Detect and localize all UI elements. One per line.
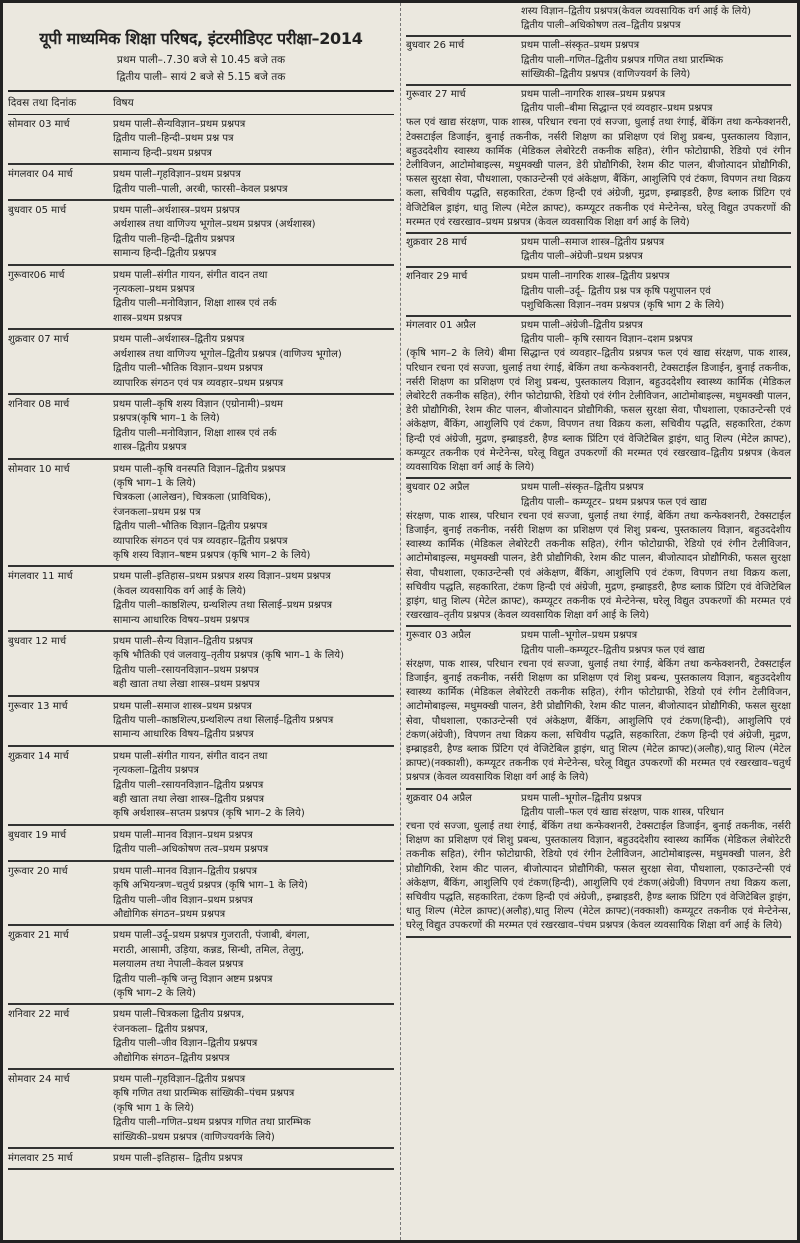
schedule-row <box>8 697 394 747</box>
subject-line: शस्य विज्ञान–द्वितीय प्रश्नपत्र(केवल व्यवसायिक वर्ग आई के लिये) <box>521 6 752 17</box>
subject-line: द्वितीय पाली–मनोविज्ञान, शिक्षा शास्त्र एवं तर्क <box>113 427 277 439</box>
subject-line: व्यापारिक संगठन एवं पत्र व्यवहार–द्वितीय प्रश्नपत्र <box>113 535 288 547</box>
right-schedule <box>406 3 791 938</box>
subject-line: सांख्यिकी–द्वितीय प्रश्नपत्र (वाणिज्यवर्ग के लिये) <box>521 68 691 80</box>
subject-line: प्रथम पाली–मानव विज्ञान–द्वितीय प्रश्नपत्र <box>113 865 258 877</box>
subject-line: द्वितीय पाली–कृषि जन्तु विज्ञान अष्टम प्रश्नपत्र <box>113 973 273 985</box>
schedule-row <box>406 268 791 317</box>
subject-line: प्रथम पाली–नागरिक शास्त्र–द्वितीय प्रश्नपत्र <box>521 271 670 283</box>
subject-line: प्रथम पाली–संगीत गायन, संगीत वादन तथा <box>113 750 268 762</box>
exam-subjects <box>521 792 791 806</box>
subject-line: द्वितीय पाली–हिन्दी–द्वितीय प्रश्नपत्र <box>113 233 235 245</box>
subject-line: द्वितीय पाली–रसायनविज्ञान–प्रथम प्रश्नपत्र <box>113 664 259 676</box>
subject-line: प्रथम पाली–इतिहास– द्वितीय प्रश्नपत्र <box>113 1153 243 1164</box>
schedule-row <box>8 330 394 395</box>
subject-line: रंजनकला– द्वितीय प्रश्नपत्र, <box>113 1023 209 1035</box>
row-top <box>406 792 791 806</box>
schedule-row <box>8 747 394 826</box>
schedule-row <box>8 1149 394 1170</box>
subject-line: (कृषि भाग 1 के लिये) <box>113 1102 195 1114</box>
exam-subjects <box>113 929 394 1001</box>
left-column <box>3 3 401 1240</box>
schedule-row <box>8 266 394 331</box>
subject-line: प्रथम पाली–कृषि शस्य विज्ञान (एग्रोनामी)–प्रथम <box>113 398 283 410</box>
exam-date: मंगलवार 25 मार्च <box>8 1153 73 1164</box>
subject-line: पशुचिकित्सा विज्ञान–नवम प्रश्नपत्र (कृषि भाग 2 के लिये) <box>521 299 725 311</box>
subject-line: प्रथम पाली–संस्कृत–द्वितीय प्रश्नपत्र <box>521 482 644 494</box>
subject-line: प्रथम पाली–भूगोल–प्रथम प्रश्नपत्र <box>521 630 638 642</box>
exam-subjects <box>113 1073 394 1145</box>
exam-subjects <box>521 39 791 82</box>
subject-line: द्वितीय पाली–पाली, अरबी, फारसी–केवल प्रश्नपत्र <box>113 183 288 195</box>
subject-line: कृषि अभियन्त्रण–चतुर्थ प्रश्नपत्र (कृषि भाग–1 के लिये) <box>113 880 308 892</box>
subject-line: द्वितीय पाली–हिन्दी–प्रथम प्रश्न पत्र <box>113 133 234 145</box>
exam-date: बुधवार 26 मार्च <box>406 40 465 52</box>
schedule-row <box>8 201 394 266</box>
subject-continuation: द्वितीय पाली– कम्प्यूटर– प्रथम प्रश्नपत्र फल एवं खाद्य <box>521 496 707 508</box>
row-top <box>406 319 791 347</box>
exam-subjects <box>113 204 394 262</box>
exam-date: शुक्रवार 14 मार्च <box>8 750 69 762</box>
schedule-row <box>8 632 394 697</box>
exam-subjects <box>113 1008 394 1066</box>
subject-line: द्वितीय पाली–अधिकोषण तत्व–प्रथम प्रश्नपत्र <box>113 844 269 856</box>
subject-line: नृत्यकला–प्रथम प्रश्नपत्र <box>113 284 195 296</box>
subject-line: द्वितीय पाली–अधिकोषण तत्व–द्वितीय प्रश्नपत्र <box>521 20 681 32</box>
exam-subjects <box>113 635 394 693</box>
exam-date: शनिवार 08 मार्च <box>8 398 70 410</box>
subject-line: प्रथम पाली–सैन्य विज्ञान–द्वितीय प्रश्नपत्र <box>113 636 253 647</box>
schedule-row <box>8 115 394 165</box>
subject-line: (कृषि भाग–1 के लिये) <box>113 477 196 489</box>
subject-line: मलयालम तथा नेपाली–केवल प्रश्नपत्र <box>113 959 244 971</box>
row-top <box>406 5 791 33</box>
subject-line: सामान्य आधारिक विषय–प्रथम प्रश्नपत्र <box>113 614 250 626</box>
subject-line: द्वितीय पाली–मनोविज्ञान, शिक्षा शास्त्र एवं तर्क <box>113 298 277 310</box>
right-column <box>402 3 797 1240</box>
subject-line: प्रथम पाली–कृषि वनस्पति विज्ञान–द्वितीय प्रश्नपत्र <box>113 463 286 475</box>
schedule-row <box>406 479 791 627</box>
subject-line: अर्थशास्त्र तथा वाणिज्य भूगोल–प्रथम प्रश्नपत्र (अर्थशास्त्र) <box>113 219 316 231</box>
exam-subjects <box>521 270 791 313</box>
subject-line: (कृषि भाग–2 के लिये) <box>113 987 196 999</box>
vocational-subjects-paragraph: रचना एवं सज्जा, धुलाई तथा रंगाई, बेंकिंग तथा कन्फेक्शनरी, टेक्सटाईल डिजाईन, बुनाई तकनीक, नर्सरी शिक्षण का प्रशिक्षण एवं शिशु प्रबन्ध, पुस्तकालय विज्ञान, बहुउददेशीय स्वास्थ्य कार्मिक (मेडिकल लेबोरेटरी तकनीक सहित), रंगीन फोटोग्राफी, रेडियो एवं रंगीन टेलीविजन, आटोमोबाइल्स, मधुमक्खी पालन, डेरी प्रोद्यौगिकी, रेशम कीट पालन, बीजोत्पादन प्रोद्यौगिकी, फसल सुरक्षा सेवा, पौधशाला, एकाउन्टेन्सी एवं अंकेक्षण, बैंकिंग, आशुलिपि एवं टंकण(हिन्दी), आशुलिपि एवं टंकण(अंग्रेजी) विपणन तथा विक्रय कला, सचिवीय पद्धति, सहकारिता, टंकण हिन्दी एवं अंग्रेजी,, इम्ब्राइडरी, हैण्ड ब्लाक प्रिंटिग एवं वेजिटेबिल ड्राइंग, धातु शिल्प (मेटेल क्राफ्ट)(अलौह),धातु शिल्प (मेटेल क्राफ्ट)(नक्काशी) कम्प्यूटर तकनीक एवं मेन्टेनेन्स, घरेलू विद्युत उपकरणों की मरम्मत एवं रखरखाव–पंचम प्रश्नपत्र (केवल व्यवसायिक शिक्षा वर्ग आई के लिये) <box>406 820 791 932</box>
exam-date: गुरूवार 03 अप्रैल <box>406 630 471 642</box>
subject-line: शास्त्र–प्रथम प्रश्नपत्र <box>113 312 182 324</box>
exam-date: गुरूवार 27 मार्च <box>406 89 466 101</box>
subject-line: शास्त्र–द्वितीय प्रश्नपत्र <box>113 442 187 454</box>
subject-line: प्रथम पाली–अंग्रेजी–द्वितीय प्रश्नपत्र <box>521 320 643 332</box>
exam-subjects <box>113 829 394 858</box>
subject-line: चित्रकला (आलेखन), चित्रकला (प्राविधिक), <box>113 492 272 504</box>
subject-line: द्वितीय पाली–उर्दू– द्वितीय प्रश्न पत्र कृषि पशुपालन एवं <box>521 285 711 297</box>
subject-line: (केवल व्यवसायिक वर्ग आई के लिये) <box>113 585 247 597</box>
schedule-row <box>8 165 394 201</box>
vocational-subjects-paragraph: संरक्षण, पाक शास्त्र, परिधान रचना एवं सज्जा, धुलाई तथा रंगाई, बेकिंग तथा कन्फेक्शनरी, टेक्सटाईल डिजाईन, बुनाई तकनीक, नर्सरी शिक्षण का प्रशिक्षण एवं शिशु प्रबन्ध, पुस्तकालय विज्ञान, बहुउददेशीय स्वास्थ्य कार्मिक (मेडिकल लेबोरेटरी तकनीक सहित), रंगीन फोटोग्राफी, रेडियो एवं रंगीन टेलीविजन, आटोमोबाइल्स, मधुमक्खी पालन, डेरी प्रोद्यौगिकी, रेशम कीट पालन, बीजोत्पादन प्रोद्यौगिकी, फसल सुरक्षा सेवा, पौधशाला, एकाउन्टेन्सी एवं अंकेक्षण, बैंकिंग, आशुलिपि एवं टंकण, विपणन तथा विक्रय कला, सचिवीय पद्धति, सहकारिता, टंकण हिन्दी एवं अंग्रेजी, मुद्रण, इम्ब्राइडरी, हैण्ड ब्लाक प्रिंटिग एवं वेजिटेबिल ड्राइंग, धातु शिल्प (मेटेल क्राफ्ट), कम्प्यूटर तकनीक एवं मेन्टेनेन्स, घरेलू विद्युत उपकरणों की मरम्मत एवं रखरखाव–तृतीय प्रश्नपत्र (केवल व्यवसायिक शिक्षा वर्ग आई के लिये) <box>406 510 791 622</box>
exam-date: गुरूवार 13 मार्च <box>8 700 68 712</box>
row-top <box>406 236 791 264</box>
exam-date: सोमवार 03 मार्च <box>8 119 70 130</box>
header-date: दिवस तथा दिनांक <box>8 97 77 109</box>
subject-line: बही खाता तथा लेखा शास्त्र–द्वितीय प्रश्नपत्र <box>113 794 264 806</box>
subject-line: प्रथम पाली–गृहविज्ञान–द्वितीय प्रश्नपत्र <box>113 1073 246 1085</box>
first-shift-timing: प्रथम पाली–.7.30 बजे से 10.45 बजे तक <box>116 54 286 66</box>
subject-line: प्रथम पाली–चित्रकला द्वितीय प्रश्नपत्र, <box>113 1009 245 1021</box>
header-subject: विषय <box>113 97 134 109</box>
exam-subjects <box>113 700 394 743</box>
exam-subjects <box>521 236 791 264</box>
exam-subjects <box>113 570 394 628</box>
exam-date: बुधवार 12 मार्च <box>8 636 67 647</box>
subject-line: प्रथम पाली–अर्थशास्त्र–द्वितीय प्रश्नपत्र <box>113 334 245 346</box>
subject-line: सामान्य हिन्दी–द्वितीय प्रश्नपत्र <box>113 248 217 260</box>
subject-line: द्वितीय पाली– कृषि रसायन विज्ञान–दशम प्रश्नपत्र <box>521 334 693 346</box>
exam-subjects <box>113 118 394 161</box>
vocational-subjects-paragraph: फल एवं खाद्य संरक्षण, पाक शास्त्र, परिधान रचना एवं सज्जा, धुलाई तथा रंगाई, बेंकिंग तथा कन्फेक्शनरी, टेक्सटाईल डिजाईन, बुनाई तकनीक, नर्सरी शिक्षण का प्रशिक्षण एवं शिशु प्रबन्ध, पुस्तकालय विज्ञान, बहुउददेशीय स्वास्थ्य कार्मिक (मेडिकल लेबोरेटरी तकनीक सहित), रंगीन फोटोग्राफी, रेडियो एवं रंगीन टेलीविजन, आटोमोबाइल्स, मधुमक्खी पालन, डेरी प्रोद्यौगिकी, रेशम कीट पालन, बीजोत्पादन प्रोद्यौगिकी, फसल सुरक्षा सेवा, पौधशाला, एकाउन्टेन्सी एवं अंकेक्षण, बैंकिंग, आशुलिपि एवं टंकण, विपणन तथा विक्रय कला, सचिवीय पद्धति, सहकारिता, टंकण हिन्दी एवं अंग्रेजी, मुद्रण, इम्ब्राइडरी, हैण्ड ब्लाक प्रिंटिग एवं वेजिटेबिल ड्राइंग, धातु शिल्प (मेटेल क्राफ्ट), कम्प्यूटर तकनीक एवं मेन्टेनेन्स, घरेलू विद्युत उपकरणों की मरम्मत एवं रखरखाव–प्रथम प्रश्नपत्र (केवल व्यवसायिक शिक्षा वर्ग आई के लिये) <box>406 117 791 228</box>
schedule-row <box>8 1005 394 1070</box>
vocational-subjects-paragraph: संरक्षण, पाक शास्त्र, परिधान रचना एवं सज्जा, धुलाई तथा रंगाई, बेकिंग तथा कन्फेक्शनरी, टेक्सटाईल डिजाईन, बुनाई तकनीक, नर्सरी शिक्षण का प्रशिक्षण एवं शिशु प्रबन्ध, पुस्तकालय विज्ञान, बहुउददेशीय स्वास्थ्य कार्मिक (मेडिकल लेबोरेटरी तकनीक सहित), रंगीन फोटोग्राफी, रेडियो एवं रंगीन टेलीविजन, आटोमोबाइल्स, मधुमक्खी पालन, डेरी प्रोद्यौगिकी, रेशम कीट पालन, बीजोत्पादन प्रोद्यौगिकी, फसल सुरक्षा सेवा, पौधशाला, एकाउन्टेन्सी एवं अंकेक्षण, बैंकिंग, आशुलिपि एवं टंकण(हिन्दी), आशुलिपि एवं टंकण(अंग्रेजी), विपणन तथा विक्रय कला, सचिवीय पद्धति, सहकारिता, टंकण हिन्दी एवं अंग्रेजी, मुद्रण, इम्ब्राइडरी, हैण्ड ब्लाक प्रिंटिग एवं वेजिटेबिल ड्राइंग, धातु शिल्प (मेटेल क्राफ्ट)(अलौह),धातु शिल्प (मेटेल क्राफ्ट)(नक्काशी), कम्प्यूटर तकनीक एवं मेन्टेनेन्स, घरेलू विद्युत उपकरणों की मरम्मत एवं रखरखाव–चतुर्थ प्रश्नपत्र (केवल व्यवसायिक शिक्षा वर्ग आई के लिये) <box>406 658 791 784</box>
subject-line: प्रथम पाली–मानव विज्ञान–प्रथम प्रश्नपत्र <box>113 829 253 841</box>
schedule-row <box>8 1070 394 1149</box>
exam-subjects <box>113 168 394 197</box>
exam-date <box>406 5 521 33</box>
subject-line: कृषि भौतिकी एवं जलवायु–तृतीय प्रश्नपत्र (कृषि भाग–1 के लिये) <box>113 650 344 662</box>
subject-line: मराठी, आसामी, उड़िया, कन्नड, सिन्धी, तमिल, तेलुगु, <box>113 944 305 956</box>
exam-date: शुक्रवार 07 मार्च <box>8 334 69 346</box>
subject-line: प्रथम पाली–इतिहास–प्रथम प्रश्नपत्र शस्य विज्ञान–प्रथम प्रश्नपत्र <box>113 571 331 583</box>
subject-line: सामान्य हिन्दी–प्रथम प्रश्नपत्र <box>113 147 212 159</box>
schedule-row <box>8 460 394 568</box>
exam-subjects <box>521 88 791 116</box>
subject-line: औद्योगिक संगठन–प्रथम प्रश्नपत्र <box>113 908 226 920</box>
subject-line: प्रथम पाली–संगीत गायन, संगीत वादन तथा <box>113 269 268 281</box>
subject-line: नृत्यकला–द्वितीय प्रश्नपत्र <box>113 765 199 777</box>
subject-line: प्रथम पाली–गृहविज्ञान–प्रथम प्रश्नपत्र <box>113 169 241 181</box>
exam-subjects <box>113 750 394 822</box>
subject-line: बही खाता तथा लेखा शास्त्र–प्रथम प्रश्नपत्र <box>113 679 260 691</box>
subject-line: द्वितीय पाली–बीमा सिद्धान्त एवं व्यवहार–प्रथम प्रश्नपत्र <box>521 103 713 115</box>
subject-line: द्वितीय पाली–गणित–प्रथम प्रश्नपत्र गणित तथा प्रारम्भिक <box>113 1117 311 1129</box>
row-top <box>406 270 791 313</box>
row-top <box>406 39 791 82</box>
schedule-row <box>406 86 791 234</box>
schedule-row <box>8 395 394 460</box>
subject-line: प्रथम पाली–भूगोल–द्वितीय प्रश्नपत्र <box>521 792 642 804</box>
subject-line: प्रथम पाली–समाज शास्त्र–प्रथम प्रश्नपत्र <box>113 700 252 712</box>
schedule-row <box>406 3 791 37</box>
schedule-row <box>406 317 791 479</box>
subject-line: प्रथम पाली–सैन्यविज्ञान–प्रथम प्रश्नपत्र <box>113 119 246 130</box>
exam-date: शुक्रवार 04 अप्रैल <box>406 792 472 804</box>
exam-date: बुधवार 02 अप्रैल <box>406 482 470 494</box>
exam-date: गुरूवार06 मार्च <box>8 269 65 281</box>
exam-date: बुधवार 19 मार्च <box>8 829 67 841</box>
exam-subjects <box>113 463 394 564</box>
exam-subjects <box>521 629 791 643</box>
exam-subjects <box>113 333 394 391</box>
subject-line: द्वितीय पाली–अंग्रेजी–प्रथम प्रश्नपत्र <box>521 251 643 263</box>
subject-continuation: द्वितीय पाली–फल एवं खाद्य संरक्षण, पाक शास्त्र, परिधान <box>521 806 724 818</box>
subject-line: प्रथम पाली–नागरिक शास्त्र–प्रथम प्रश्नपत्र <box>521 89 666 101</box>
subject-line: द्वितीय पाली–काष्ठशिल्प, ग्रन्थशिल्प तथा सिलाई–प्रथम प्रश्नपत्र <box>113 600 333 612</box>
subject-line: सांख्यिकी–प्रथम प्रश्नपत्र (वाणिज्यवर्गके लिये) <box>113 1131 275 1143</box>
schedule-row <box>406 37 791 86</box>
subject-line: कृषि अर्थशास्त्र–सप्तम प्रश्नपत्र (कृषि भाग–2 के लिये) <box>113 808 305 820</box>
schedule-row <box>406 234 791 268</box>
subject-line: प्रथम पाली–उर्दू–प्रथम प्रश्नपत्र गुजराती, पंजाबी, बंगला, <box>113 930 310 942</box>
vocational-subjects-paragraph: (कृषि भाग–2 के लिये) बीमा सिद्धान्त एवं व्यवहार–द्वितीय प्रश्नपत्र फल एवं खाद्य संरक्षण, पाक शास्त्र, परिधान रचना एवं सज्जा, धुलाई तथा रंगाई, बेकिंग तथा कन्फेक्शनरी, टेक्सटाईल डिजाईन, बुनाई तकनीक, नर्सरी शिक्षण का प्रशिक्षण एवं शिशु प्रबन्ध, पुस्तकालय विज्ञान, बहुउददेशीय स्वास्थ्य कार्मिक (मेडिकल लेबोरेटरी तकनीक सहित), रंगीन फोटोग्राफी, रेडियो एवं रंगीन टेलीविजन, आटोमोबाइल्स, मधुमक्खी पालन, डेरी प्रोद्यौगिकी, रेशम कीट पालन, बीजोत्पादन प्रोद्यौगिकी, फसल सुरक्षा सेवा, पौधशाला, एकाउन्टेन्सी एवं अंकेक्षण, बैंकिंग, आशुलिपि एवं टंकण, विपणन तथा विक्रय कला, सचिवीय पद्धति, सहकारिता, टंकण हिन्दी एवं अंग्रेजी, मुद्रण, इम्ब्राइडरी, हैण्ड ब्लाक प्रिंटिग एवं वेजिटेबिल ड्राइंग, धातु शिल्प (मेटेल क्राफ्ट), कम्प्यूटर तकनीक एवं मेन्टेनेन्स, घरेलू विद्युत उपकरणों की मरम्मत एवं रखरखाव–द्वितीय प्रश्नपत्र (केवल व्यवसायिक शिक्षा वर्ग आई के लिये) <box>406 348 791 474</box>
exam-date: शुक्रवार 21 मार्च <box>8 930 69 942</box>
schedule-row <box>8 926 394 1005</box>
second-shift-timing: द्वितीय पाली– सायं 2 बजे से 5.15 बजे तक <box>116 71 286 83</box>
schedule-row <box>8 862 394 927</box>
exam-subjects <box>113 398 394 456</box>
subject-line: प्रथम पाली–संस्कृत–प्रथम प्रश्नपत्र <box>521 40 640 52</box>
schedule-row <box>8 826 394 862</box>
exam-date: मंगलवार 01 अप्रैल <box>406 320 476 332</box>
subject-line: प्रथम पाली–समाज शास्त्र–द्वितीय प्रश्नपत्र <box>521 237 665 249</box>
subject-line: प्रश्नपत्र(कृषि भाग–1 के लिये) <box>113 413 220 425</box>
row-top <box>406 88 791 116</box>
subject-line: द्वितीय पाली–जीव विज्ञान–द्वितीय प्रश्नपत्र <box>113 1038 258 1050</box>
schedule-row <box>406 627 791 789</box>
subject-line: व्यापारिक संगठन एवं पत्र व्यवहार–प्रथम प्रश्नपत्र <box>113 377 284 389</box>
schedule-row <box>8 567 394 632</box>
subject-line: रंजनकला–प्रथम प्रश्न पत्र <box>113 506 201 518</box>
schedule-row <box>406 790 791 938</box>
exam-subjects <box>521 5 791 33</box>
subject-line: द्वितीय पाली–भौतिक विज्ञान–प्रथम प्रश्नपत्र <box>113 363 263 375</box>
subject-line: प्रथम पाली–अर्थशास्त्र–प्रथम प्रश्नपत्र <box>113 205 240 217</box>
subject-line: अर्थशास्त्र तथा वाणिज्य भूगोल–द्वितीय प्रश्नपत्र (वाणिज्य भूगोल) <box>113 348 342 360</box>
subject-line: द्वितीय पाली–काष्ठशिल्प,ग्रन्थशिल्प तथा सिलाई–द्वितीय प्रश्नपत्र <box>113 715 334 727</box>
exam-date: सोमवार 24 मार्च <box>8 1073 70 1085</box>
exam-date: बुधवार 05 मार्च <box>8 205 67 217</box>
row-top <box>406 629 791 643</box>
subject-line: द्वितीय पाली–भौतिक विज्ञान–द्वितीय प्रश्नपत्र <box>113 521 268 533</box>
subject-line: कृषि गणित तथा प्रारम्भिक सांख्यिकी–पंचम प्रश्नपत्र <box>113 1088 295 1100</box>
exam-subjects <box>113 269 394 327</box>
subject-line: द्वितीय पाली–जीव विज्ञान–प्रथम प्रश्नपत्र <box>113 894 253 906</box>
subject-continuation: द्वितीय पाली–कम्प्यूटर–द्वितीय प्रश्नपत्र फल एवं खाद्य <box>521 644 705 656</box>
exam-subjects <box>113 1152 394 1166</box>
table-header <box>8 90 394 115</box>
exam-date: गुरूवार 20 मार्च <box>8 865 68 877</box>
subject-line: द्वितीय पाली–गणित–द्वितीय प्रश्नपत्र गणित तथा प्रारम्भिक <box>521 54 724 66</box>
subject-line: द्वितीय पाली–रसायनविज्ञान–द्वितीय प्रश्नपत्र <box>113 779 264 791</box>
exam-subjects <box>521 481 791 495</box>
exam-date: सोमवार 10 मार्च <box>8 463 70 475</box>
left-schedule <box>8 115 394 1170</box>
exam-date: शनिवार 22 मार्च <box>8 1009 70 1021</box>
row-top <box>406 481 791 495</box>
exam-subjects <box>113 865 394 923</box>
exam-date: मंगलवार 04 मार्च <box>8 169 73 181</box>
exam-date: शनिवार 29 मार्च <box>406 271 468 283</box>
exam-date: शुक्रवार 28 मार्च <box>406 237 467 249</box>
exam-date: मंगलवार 11 मार्च <box>8 571 73 583</box>
exam-subjects <box>521 319 791 347</box>
page-title: यूपी माध्यमिक शिक्षा परिषद, इंटरमीडिएट परीक्षा–2014 <box>39 29 363 48</box>
subject-line: सामान्य आधारिक विषय–द्वितीय प्रश्नपत्र <box>113 729 254 741</box>
subject-line: कृषि शस्य विज्ञान–षष्टम प्रश्नपत्र (कृषि भाग–2 के लिये) <box>113 549 311 561</box>
subject-line: औद्योगिक संगठन–द्वितीय प्रश्नपत्र <box>113 1052 230 1064</box>
